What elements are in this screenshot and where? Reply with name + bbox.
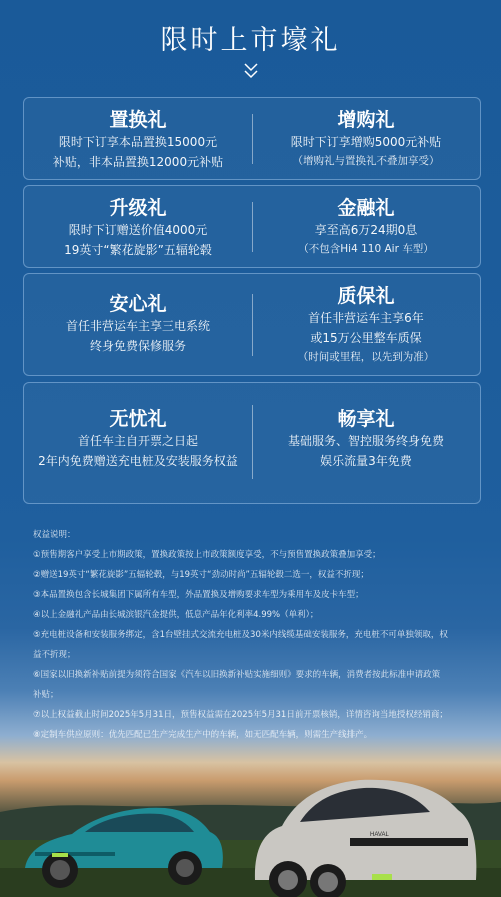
note-line: 补贴； [33,690,59,700]
offer-line: 首任非营运车主享三电系统 [65,319,210,333]
note-line: ④以上金融礼产品由长城滨银汽金提供，低息产品年化利率4.99%（单利）； [33,610,319,620]
offer-heading: 安心礼 [109,293,167,315]
note-line: ⑧定制车供应原则：优先匹配已生产完成生产中的车辆，如无匹配车辆，则需生产线排产。 [33,730,373,740]
note-line: 益不折现； [33,650,76,660]
offer-upgrade [24,186,252,260]
offer-line: 首任非营运车主享6年 [308,311,424,325]
terms-notes [33,525,473,745]
car-badge: HAVAL [370,832,389,838]
offer-note: （增购礼与置换礼不叠加享受） [292,155,440,167]
note-line: ③本品置换包含长城集团下属所有车型，外品置换及增购要求车型为乘用车及皮卡车型； [33,590,364,600]
offer-line: 或15万公里整车质保 [310,331,422,345]
offer-trade-in [24,98,252,172]
car-scene-image [0,740,501,897]
offer-heading: 增购礼 [337,109,395,131]
offer-finance [252,186,480,258]
note-line: ①预售期客户享受上市期政策，置换政策按上市政策额度享受，不与预售置换政策叠加享受； [33,550,381,560]
offer-enjoyment [252,397,480,471]
offer-heading: 金融礼 [337,197,395,219]
offer-line: 限时下订享增购5000元补贴 [290,135,442,149]
offer-line: 限时下订赠送价值4000元 [68,223,208,237]
offer-heading: 置换礼 [109,109,167,131]
note-line: ⑥国家以旧换新补贴前提为须符合国家《汽车以旧换新补贴实施细则》要求的车辆，消费者按此标准申请政策 [33,670,441,680]
offer-warranty [252,274,480,366]
offer-heading: 畅享礼 [337,408,395,430]
offer-heading: 质保礼 [337,285,395,307]
note-line: ⑤充电桩设备和安装服务绑定，含1台壁挂式交流充电桩及30米内线缆基础安装服务，充电桩不可单独领取，权 [33,630,448,640]
white-suv [255,780,476,897]
offer-line: 终身免费保修服务 [89,339,186,353]
offer-note: （不包含Hi4 110 Air 车型） [298,243,434,255]
page-title: 限时上市壕礼 [160,25,341,56]
note-line: ⑦以上权益截止时间2025年5月31日，预售权益需在2025年5月31日前开票核销，详情咨询当地授权经销商； [33,710,448,720]
offer-line: 享至高6万24期0息 [314,223,418,237]
offer-line: 19英寸“繁花旋影”五辐轮毂 [64,243,212,257]
offer-card-2 [23,185,481,268]
offer-heading: 无忧礼 [109,408,167,430]
offer-line: 首任车主自开票之日起 [77,434,198,448]
offer-heading: 升级礼 [109,197,167,219]
offer-line: 2年内免费赠送充电桩及安装服务权益 [38,454,238,468]
offer-card-4 [23,382,481,504]
offer-line: 基础服务、智控服务终身免费 [287,434,444,448]
offer-card-1 [23,97,481,180]
offer-line: 娱乐流量3年免费 [320,454,412,468]
offer-peace-of-mind [24,282,252,356]
notes-title: 权益说明： [33,530,76,540]
offer-card-3 [23,273,481,376]
note-line: ②赠送19英寸“繁花旋影”五辐轮毂，与19英寸“劲动时尚”五辐轮毂二选一，权益不折现； [33,570,369,580]
offer-line: 限时下订享本品置换15000元 [58,135,218,149]
offer-additional-purchase [252,98,480,170]
double-chevron-down-icon [244,61,258,81]
offer-note: （时间或里程，以先到为准） [297,351,435,363]
offer-worry-free [24,397,252,471]
offer-line: 补贴，非本品置换12000元补贴 [52,155,224,169]
